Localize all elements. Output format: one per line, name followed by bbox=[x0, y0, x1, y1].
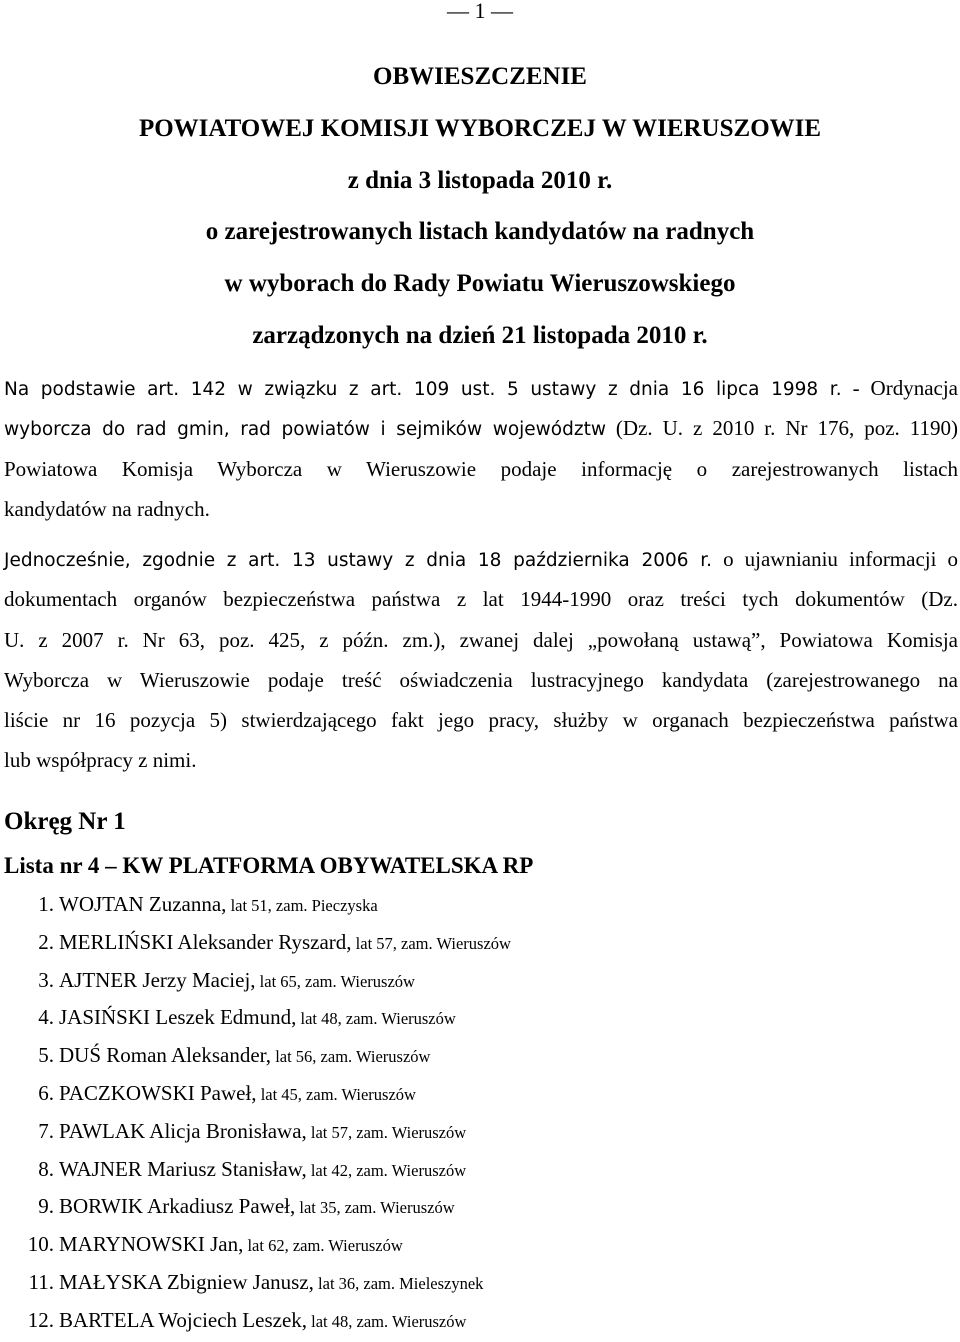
paragraph-text: wyborcza do rad gmin, rad powiatów i sejmików województw bbox=[4, 419, 606, 441]
candidate-number: 3. bbox=[38, 967, 54, 992]
list-item bbox=[0, 1264, 960, 1302]
candidate-number: 11. bbox=[28, 1269, 54, 1294]
candidate-details: lat 65, zam. Wieruszów bbox=[255, 971, 415, 991]
page-number: — 1 — bbox=[447, 0, 513, 23]
list-item bbox=[0, 1075, 960, 1113]
paragraph-text: Jednocześnie, zgodnie z art. 13 ustawy z dnia 18 października 2006 r. bbox=[4, 550, 713, 571]
paragraph-line: dokumentach organów bezpieczeństwa państwa z lat 1944-1990 oraz treści tych dokumentów (Dz. bbox=[4, 587, 958, 612]
candidate-details: lat 56, zam. Wieruszów bbox=[271, 1047, 431, 1067]
candidate-details: lat 36, zam. Mieleszynek bbox=[313, 1273, 484, 1293]
list-item bbox=[0, 1037, 960, 1075]
candidate-name: AJTNER Jerzy Maciej, bbox=[59, 967, 256, 992]
election-date: zarządzonych na dzień 21 listopada 2010 r. bbox=[252, 322, 708, 349]
candidate-details: lat 42, zam. Wieruszów bbox=[306, 1160, 467, 1180]
list-item bbox=[0, 1113, 960, 1151]
paragraph-line: Powiatowa Komisja Wyborcza w Wieruszowie podaje informację o zarejestrowanych listach bbox=[4, 456, 958, 481]
notice-date: z dnia 3 listopada 2010 r. bbox=[347, 167, 613, 194]
candidate-name: BORWIK Arkadiusz Paweł, bbox=[59, 1194, 296, 1219]
paragraph-text: Na podstawie art. 142 w związku z art. 109 ust. 5 ustawy z dnia 16 lipca 1998 r. bbox=[4, 379, 842, 400]
candidate-name: MARYNOWSKI Jan, bbox=[59, 1232, 244, 1257]
list-item bbox=[0, 962, 960, 1000]
candidate-number: 1. bbox=[38, 892, 54, 916]
list-item bbox=[0, 999, 960, 1037]
candidate-name: MAŁYSKA Zbigniew Janusz, bbox=[59, 1269, 314, 1294]
council-name: w wyborach do Rady Powiatu Wieruszowskiego bbox=[224, 270, 736, 297]
candidate-details: lat 57, zam. Wieruszów bbox=[306, 1122, 467, 1142]
notice-subject: o zarejestrowanych listach kandydatów na radnych bbox=[205, 218, 755, 245]
list-item bbox=[0, 1151, 960, 1189]
candidate-name: PACZKOWSKI Paweł, bbox=[59, 1080, 257, 1105]
candidate-details: lat 48, zam. Wieruszów bbox=[307, 1311, 467, 1331]
paragraph-line bbox=[4, 408, 958, 448]
paragraph-line bbox=[4, 368, 958, 408]
candidate-details: lat 51, zam. Pieczyska bbox=[226, 896, 378, 915]
candidate-name: JASIŃSKI Leszek Edmund, bbox=[59, 1005, 297, 1030]
candidate-name: PAWLAK Alicja Bronisława, bbox=[59, 1118, 307, 1143]
candidate-number: 2. bbox=[38, 929, 54, 954]
candidate-number: 6. bbox=[38, 1080, 54, 1105]
paragraph-text: - Ordynacja bbox=[841, 376, 958, 400]
paragraph-text: o ujawnianiu informacji o bbox=[712, 547, 959, 571]
candidate-details: lat 57, zam. Wieruszów bbox=[351, 933, 511, 953]
candidate-number: 7. bbox=[38, 1118, 54, 1143]
list-item bbox=[0, 1226, 960, 1264]
candidate-number: 8. bbox=[38, 1156, 54, 1181]
candidate-number: 12. bbox=[27, 1307, 54, 1332]
paragraph-line bbox=[4, 539, 958, 579]
paragraph-line: lub współpracy z nimi. bbox=[4, 748, 197, 773]
paragraph-line: liście nr 16 pozycja 5) stwierdzającego fakt jego pracy, służby w organach bezpieczeństwa państwa bbox=[4, 708, 958, 733]
district-heading: Okręg Nr 1 bbox=[4, 808, 126, 835]
candidate-details: lat 62, zam. Wieruszów bbox=[243, 1236, 403, 1256]
list-item bbox=[0, 1302, 960, 1340]
candidate-name: WAJNER Mariusz Stanisław, bbox=[59, 1156, 307, 1181]
list-item bbox=[0, 886, 960, 924]
candidate-number: 5. bbox=[38, 1043, 54, 1068]
candidate-details: lat 45, zam. Wieruszów bbox=[256, 1084, 416, 1104]
commission-name: POWIATOWEJ KOMISJI WYBORCZEJ W WIERUSZOWIE bbox=[138, 115, 822, 142]
candidate-name: BARTELA Wojciech Leszek, bbox=[59, 1307, 308, 1332]
list-heading: Lista nr 4 – KW PLATFORMA OBYWATELSKA RP bbox=[4, 853, 534, 878]
notice-title: OBWIESZCZENIE bbox=[373, 63, 587, 90]
paragraph-line: Wyborcza w Wieruszowie podaje treść oświadczenia lustracyjnego kandydata (zarejestrowanego na bbox=[4, 667, 958, 692]
lustration-paragraph bbox=[4, 539, 958, 781]
candidate-number: 10. bbox=[27, 1232, 54, 1257]
candidate-number: 9. bbox=[38, 1194, 54, 1219]
candidate-details: lat 48, zam. Wieruszów bbox=[296, 1009, 456, 1029]
paragraph-line: U. z 2007 r. Nr 63, poz. 425, z późn. zm.), zwanej dalej „powołaną ustawą”, Powiatowa Komisja bbox=[4, 627, 958, 652]
paragraph-line: kandydatów na radnych. bbox=[4, 496, 210, 521]
candidate-name: WOJTAN Zuzanna, bbox=[59, 892, 227, 916]
candidate-list bbox=[0, 886, 960, 1340]
candidate-number: 4. bbox=[38, 1005, 54, 1030]
candidate-name: DUŚ Roman Aleksander, bbox=[59, 1043, 272, 1068]
legal-basis-paragraph bbox=[4, 368, 958, 529]
paragraph-text: (Dz. U. z 2010 r. Nr 176, poz. 1190) bbox=[605, 416, 958, 441]
candidate-details: lat 35, zam. Wieruszów bbox=[295, 1198, 455, 1218]
candidate-name: MERLIŃSKI Aleksander Ryszard, bbox=[59, 929, 352, 954]
list-item bbox=[0, 924, 960, 962]
list-item bbox=[0, 1188, 960, 1226]
